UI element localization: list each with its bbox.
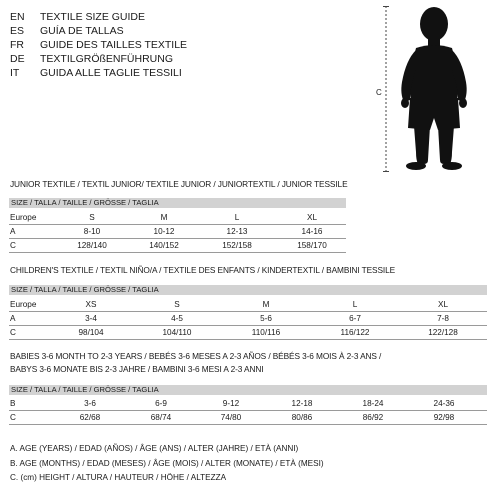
- table-cell: 12-13: [226, 227, 248, 236]
- row-label: A: [10, 227, 16, 236]
- table-cell: 10-12: [153, 227, 175, 236]
- table-cell: 128/140: [77, 241, 107, 250]
- row-label: C: [10, 241, 16, 250]
- table-row: [9, 326, 487, 339]
- table-row: [9, 211, 346, 224]
- table-cell: 6-9: [155, 399, 167, 408]
- row-label: A: [10, 314, 16, 323]
- table-cell: L: [352, 300, 358, 309]
- lang-row-it: [10, 67, 182, 80]
- child-silhouette-icon: [388, 2, 480, 174]
- table-cell: 122/128: [428, 328, 458, 337]
- legend-item-a: A. AGE (YEARS) / EDAD (AÑOS) / ÂGE (ANS) / ALTER (JAHRE) / ETÀ (ANNI): [10, 444, 299, 453]
- table-cell: 104/110: [162, 328, 192, 337]
- table-cell: 7-8: [437, 314, 449, 323]
- table-cell: 80/86: [291, 413, 313, 422]
- table-cell: 98/104: [78, 328, 104, 337]
- lang-code: IT: [10, 67, 20, 79]
- table-cell: M: [262, 300, 270, 309]
- junior-section-title: JUNIOR TEXTILE / TEXTIL JUNIOR/ TEXTILE JUNIOR / JUNIORTEXTIL / JUNIOR TESSILE: [10, 179, 348, 189]
- table-cell: 140/152: [149, 241, 179, 250]
- table-cell: 24-36: [433, 399, 455, 408]
- lang-title: GUIDA ALLE TAGLIE TESSILI: [40, 67, 182, 79]
- children-size-header: SIZE / TALLA / TAILLE / GRÖSSE / TAGLIA: [9, 285, 487, 295]
- table-cell: XL: [306, 213, 318, 222]
- row-divider: [9, 252, 346, 253]
- row-label: C: [10, 328, 16, 337]
- measure-label: C: [376, 88, 382, 97]
- lang-row-en: [10, 11, 145, 24]
- table-cell: M: [160, 213, 168, 222]
- babies-section-subtitle: BABYS 3-6 MONATE BIS 2-3 JAHRE / BAMBINI 3-6 MESI A 2-3 ANNI: [10, 364, 264, 374]
- table-cell: 4-5: [171, 314, 183, 323]
- table-row: [9, 298, 487, 311]
- table-cell: S: [174, 300, 180, 309]
- table-cell: 116/122: [340, 328, 370, 337]
- table-cell: 14-16: [301, 227, 323, 236]
- table-cell: 5-6: [260, 314, 272, 323]
- table-cell: 92/98: [433, 413, 455, 422]
- table-cell: XL: [437, 300, 449, 309]
- lang-title: TEXTILGRÖßENFÜHRUNG: [40, 53, 174, 65]
- lang-row-de: [10, 53, 173, 66]
- row-divider: [9, 339, 487, 340]
- table-cell: 3-4: [85, 314, 97, 323]
- table-cell: 9-12: [222, 399, 240, 408]
- table-cell: 62/68: [79, 413, 101, 422]
- table-cell: 68/74: [150, 413, 172, 422]
- table-cell: 18-24: [362, 399, 384, 408]
- lang-code: ES: [10, 25, 25, 37]
- table-row: [9, 239, 346, 252]
- lang-row-fr: [10, 39, 187, 52]
- lang-title: GUÍA DE TALLAS: [40, 25, 124, 37]
- table-cell: 74/80: [220, 413, 242, 422]
- lang-title: GUIDE DES TAILLES TEXTILE: [40, 39, 188, 51]
- table-cell: 12-18: [291, 399, 313, 408]
- table-cell: L: [234, 213, 240, 222]
- babies-section-title: BABIES 3-6 MONTH TO 2-3 YEARS / BEBÉS 3-6 MESES A 2-3 AÑOS / BÉBÉS 3-6 MOIS À 2-3 ANS /: [10, 351, 382, 361]
- row-label: Europe: [10, 213, 37, 222]
- lang-code: EN: [10, 11, 25, 23]
- table-cell: 152/158: [222, 241, 252, 250]
- row-label: C: [10, 413, 16, 422]
- legend-item-b: B. AGE (MONTHS) / EDAD (MESES) / ÂGE (MOIS) / ALTER (MONATE) / ETÀ (MESI): [10, 459, 324, 468]
- table-cell: S: [89, 213, 95, 222]
- table-row: [9, 411, 487, 424]
- table-cell: 158/170: [297, 241, 327, 250]
- table-cell: 86/92: [362, 413, 384, 422]
- table-row: [9, 397, 487, 410]
- table-cell: 110/116: [251, 328, 281, 337]
- table-cell: 3-6: [84, 399, 96, 408]
- lang-code: DE: [10, 53, 25, 65]
- lang-code: FR: [10, 39, 24, 51]
- legend-item-c: C. (cm) HEIGHT / ALTURA / HAUTEUR / HÖHE / ALTEZZA: [10, 473, 227, 482]
- junior-size-header: SIZE / TALLA / TAILLE / GRÖSSE / TAGLIA: [9, 198, 346, 208]
- row-label: B: [10, 399, 16, 408]
- table-cell: 6-7: [349, 314, 361, 323]
- table-row: [9, 312, 487, 325]
- babies-size-header: SIZE / TALLA / TAILLE / GRÖSSE / TAGLIA: [9, 385, 487, 395]
- lang-title: TEXTILE SIZE GUIDE: [40, 11, 146, 23]
- table-cell: XS: [85, 300, 97, 309]
- lang-row-es: [10, 25, 124, 38]
- table-row: [9, 225, 346, 238]
- row-label: Europe: [10, 300, 37, 309]
- row-divider: [9, 424, 487, 425]
- children-section-title: CHILDREN'S TEXTILE / TEXTIL NIÑO/A / TEXTILE DES ENFANTS / KINDERTEXTIL / BAMBINI TESSILE: [10, 265, 396, 275]
- table-cell: 8-10: [83, 227, 101, 236]
